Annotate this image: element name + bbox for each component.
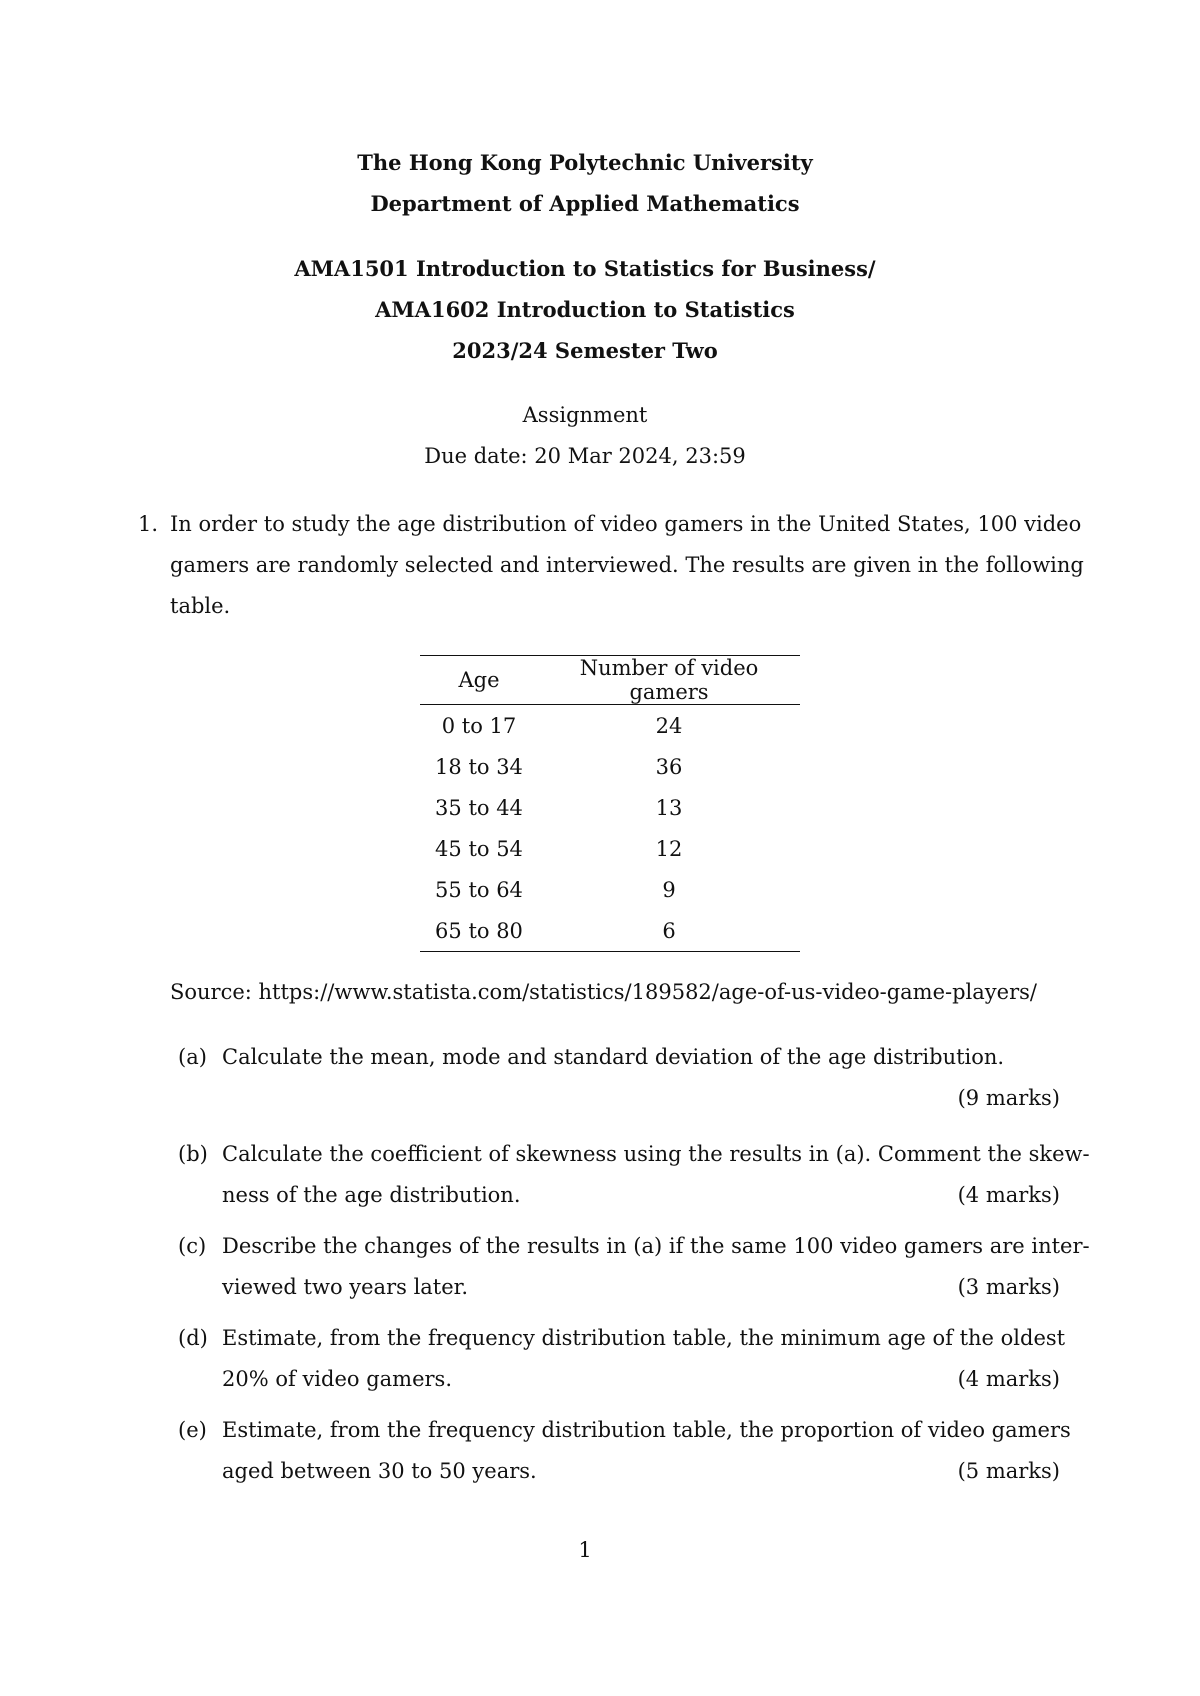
table-row <box>420 787 800 828</box>
count-cell: 9 <box>662 877 676 902</box>
question-number: 1. <box>138 512 159 536</box>
document-type: Assignment <box>522 403 648 427</box>
part-label: (e) <box>178 1418 207 1442</box>
part-text: aged between 30 to 50 years. <box>222 1459 537 1483</box>
due-date: Due date: 20 Mar 2024, 23:59 <box>424 444 746 468</box>
table-header-row <box>420 656 800 705</box>
marks-label: (4 marks) <box>957 1183 1060 1207</box>
part-text: Calculate the mean, mode and standard deviation of the age distribution. <box>222 1045 1005 1069</box>
part-text: 20% of video gamers. <box>222 1367 453 1391</box>
marks-label: (4 marks) <box>957 1367 1060 1391</box>
part-text: Describe the changes of the results in (a) if the same 100 video gamers are inter- <box>222 1234 1090 1258</box>
intro-line: In order to study the age distribution of video gamers in the United States, 100 video <box>170 512 1082 536</box>
part-label: (a) <box>178 1045 207 1069</box>
university-name: The Hong Kong Polytechnic University <box>357 150 813 175</box>
part-text: ness of the age distribution. <box>222 1183 521 1207</box>
age-cell: 18 to 34 <box>435 754 523 779</box>
column-header-count: Number of video gamers <box>579 656 759 704</box>
part-text: viewed two years later. <box>222 1275 469 1299</box>
intro-line: gamers are randomly selected and interviewed. The results are given in the following <box>170 553 1084 577</box>
column-header-age: Age <box>458 668 500 692</box>
semester: 2023/24 Semester Two <box>452 338 718 363</box>
age-cell: 55 to 64 <box>435 877 523 902</box>
table-row <box>420 705 800 747</box>
course-title-line1: AMA1501 Introduction to Statistics for Business/ <box>294 256 876 281</box>
age-cell: 0 to 17 <box>441 713 517 738</box>
part-text: Estimate, from the frequency distribution table, the proportion of video gamers <box>222 1418 1071 1442</box>
age-cell: 45 to 54 <box>435 836 523 861</box>
table-row <box>420 869 800 910</box>
age-cell: 65 to 80 <box>435 918 523 943</box>
part-text: Calculate the coefficient of skewness using the results in (a). Comment the skew- <box>222 1142 1090 1166</box>
age-frequency-table <box>420 655 800 952</box>
source-citation: Source: https://www.statista.com/statistics/189582/age-of-us-video-game-players/ <box>170 980 1037 1004</box>
intro-line: table. <box>170 594 231 618</box>
part-label: (d) <box>178 1326 208 1350</box>
table-row <box>420 910 800 952</box>
count-cell: 13 <box>655 795 683 820</box>
marks-label: (9 marks) <box>957 1086 1060 1110</box>
page-number: 1 <box>578 1538 592 1562</box>
department-name: Department of Applied Mathematics <box>370 191 800 216</box>
part-label: (b) <box>178 1142 208 1166</box>
table-row <box>420 746 800 787</box>
count-cell: 6 <box>662 918 676 943</box>
part-text: Estimate, from the frequency distribution table, the minimum age of the oldest <box>222 1326 1066 1350</box>
age-cell: 35 to 44 <box>435 795 523 820</box>
marks-label: (3 marks) <box>957 1275 1060 1299</box>
count-cell: 24 <box>655 713 683 738</box>
table-row <box>420 828 800 869</box>
part-label: (c) <box>178 1234 207 1258</box>
count-cell: 12 <box>655 836 683 861</box>
marks-label: (5 marks) <box>957 1459 1060 1483</box>
course-title-line2: AMA1602 Introduction to Statistics <box>375 297 795 322</box>
count-cell: 36 <box>655 754 683 779</box>
